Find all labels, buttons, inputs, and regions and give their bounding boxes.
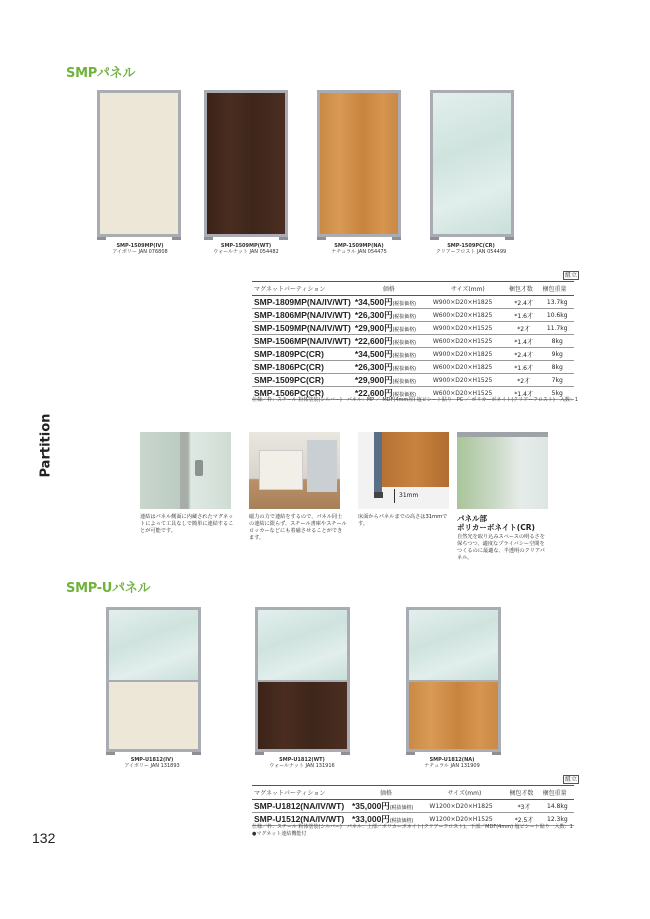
panel-caption xyxy=(100,243,180,255)
panel-name: ナチュラル JAN 131909 xyxy=(424,763,480,769)
weight-cell: 7kg xyxy=(540,374,574,387)
model-cell: SMP-1809PC(CR) xyxy=(252,348,353,361)
table-row xyxy=(252,374,574,387)
panel-image-u-natural xyxy=(406,607,501,752)
price-cell xyxy=(353,296,431,309)
feature-photo-polycarbonate xyxy=(457,432,548,509)
weight-cell: 9kg xyxy=(540,348,574,361)
tax-note: (税抜価格) xyxy=(392,340,416,346)
pack-cell: *2.4才 xyxy=(507,296,541,309)
weight-cell: 5kg xyxy=(540,387,574,400)
col-header: サイズ(mm) xyxy=(427,786,507,800)
smp-spec-note: 仕様／枠：スチール 粉体塗装(シルバー) パネル：MP ／ MDF(4mm厚) 塩ビシート貼り PC ／ ポリカーボネイト(クリアーフロスト) 入数：1 xyxy=(252,397,579,403)
pack-cell: *2才 xyxy=(507,322,541,335)
model-cell: SMP-1806MP(NA/IV/WT) xyxy=(254,310,351,320)
size-cell: W600×D20×H1825 xyxy=(431,361,507,374)
size-cell: W900×D20×H1525 xyxy=(431,322,507,335)
model-cell: SMP-U1512(NA/IV/WT) xyxy=(252,813,350,826)
size-cell: W600×D20×H1525 xyxy=(431,335,507,348)
price-value: *34,500円 xyxy=(354,297,393,307)
size-cell: W1200×D20×H1525 xyxy=(427,813,507,826)
pack-cell: *2.5才 xyxy=(507,813,540,826)
col-header: 梱包才数 xyxy=(507,786,540,800)
model-cell: SMP-1509PC(CR) xyxy=(252,374,353,387)
size-cell: W600×D20×H1525 xyxy=(431,387,507,400)
price-value: *35,000円 xyxy=(352,801,390,811)
tax-note: (税抜価格) xyxy=(392,353,416,359)
panel-name: ウォールナット JAN 131916 xyxy=(269,763,335,769)
feature-photo-magnet xyxy=(140,432,231,509)
panel-caption xyxy=(431,243,511,255)
price-value: *26,300円 xyxy=(354,362,393,372)
panel-code: SMP-1509MP(NA) xyxy=(334,243,384,249)
panel-code: SMP-U1812(WT) xyxy=(279,757,325,763)
table-row xyxy=(252,322,574,335)
feature-heading-line2: ポリカーボネイト(CR) xyxy=(457,523,535,532)
panel-name: アイボリー JAN 076808 xyxy=(112,249,168,255)
panel-code: SMP-1509PC(CR) xyxy=(447,243,495,249)
panel-caption xyxy=(206,243,286,255)
col-header: 梱包才数 xyxy=(507,282,541,296)
smpu-spec-note: 仕様／枠：スチール 粉体塗装(シルバー) パネル：上部／ポリカーボネイト(クリアーフロスト)、下部／MDF(4mm) 塩ビシート貼り 入数：1 xyxy=(252,824,573,830)
table-row xyxy=(252,800,574,813)
model-cell: SMP-1509MP(NA/IV/WT) xyxy=(254,323,351,333)
floor-dimension-label: 31mm xyxy=(399,492,419,499)
pack-cell: *2.4才 xyxy=(507,348,541,361)
panel-name: ナチュラル JAN 054475 xyxy=(331,249,387,255)
tax-note: (税抜価格) xyxy=(392,327,416,333)
weight-cell: 11.7kg xyxy=(540,322,574,335)
feature-heading xyxy=(457,514,535,532)
tax-note: (税抜価格) xyxy=(392,301,416,307)
table-row xyxy=(252,309,574,322)
weight-cell: 14.8kg xyxy=(541,800,574,813)
size-cell: W900×D20×H1825 xyxy=(431,348,507,361)
price-value: *22,600円 xyxy=(354,336,393,346)
panel-name: アイボリー JAN 131893 xyxy=(124,763,180,769)
size-cell: W600×D20×H1825 xyxy=(431,309,507,322)
pack-cell: *1.6才 xyxy=(507,309,541,322)
smp-spec-table xyxy=(252,281,574,400)
col-header: 価格 xyxy=(350,786,427,800)
tax-note: (税抜価格) xyxy=(389,818,414,824)
panel-image-natural xyxy=(317,90,401,237)
price-cell xyxy=(353,335,431,348)
assembly-badge: 組立 xyxy=(565,272,578,279)
page-number: 132 xyxy=(32,830,56,846)
feature-photo-cabinet xyxy=(249,432,340,509)
col-header: 梱包重量 xyxy=(540,282,574,296)
smp-section-title: SMPパネル xyxy=(66,66,136,81)
model-cell: SMP-1809MP(NA/IV/WT) xyxy=(254,297,351,307)
tax-note: (税抜価格) xyxy=(392,314,416,320)
model-cell: SMP-1506MP(NA/IV/WT) xyxy=(254,336,351,346)
weight-cell: 8kg xyxy=(540,361,574,374)
price-cell xyxy=(353,309,431,322)
tax-note: (税抜価格) xyxy=(392,392,416,398)
model-cell: SMP-1806PC(CR) xyxy=(252,361,353,374)
pack-cell: *1.6才 xyxy=(507,361,541,374)
pack-cell: *2才 xyxy=(507,374,541,387)
col-header: 価格 xyxy=(353,282,431,296)
panel-code: SMP-1509MP(WT) xyxy=(220,243,272,249)
tax-note: (税抜価格) xyxy=(392,366,416,372)
weight-cell: 8kg xyxy=(540,335,574,348)
panel-image-u-walnut xyxy=(255,607,350,752)
assembly-badge: 組立 xyxy=(565,776,578,783)
table-row xyxy=(252,361,574,374)
smpu-spec-table xyxy=(252,785,574,826)
panel-caption xyxy=(412,757,492,769)
panel-name: クリアーフロスト JAN 054499 xyxy=(435,249,507,255)
smpu-section-title: SMP-Uパネル xyxy=(66,581,151,596)
panel-code: SMP-U1812(NA) xyxy=(429,757,475,763)
col-header: サイズ(mm) xyxy=(431,282,507,296)
feature-photo-floor-height xyxy=(358,432,449,509)
col-header: 梱包重量 xyxy=(541,786,574,800)
price-cell xyxy=(353,322,431,335)
price-cell xyxy=(353,361,431,374)
price-cell xyxy=(353,348,431,361)
price-value: *29,900円 xyxy=(354,375,393,385)
price-value: *34,500円 xyxy=(354,349,393,359)
pack-cell: *1.4才 xyxy=(507,387,541,400)
col-header: マグネットパーティション xyxy=(252,786,350,800)
panel-image-ivory xyxy=(97,90,181,237)
feature-desc-magnet: 連結はパネル側面に内蔵されたマグネットによって工具なしで簡単に連結することが可能です。 xyxy=(140,514,234,534)
table-row xyxy=(252,296,574,309)
price-value: *22,600円 xyxy=(354,388,393,398)
table-row xyxy=(252,348,574,361)
weight-cell: 10.6kg xyxy=(540,309,574,322)
col-header: マグネットパーティション xyxy=(252,282,353,296)
feature-desc-cabinet: 磁力の力で連結をするので、パネル同士の連結に限らず、スチール書庫やスチールロッカーなどにも着磁させることができます。 xyxy=(249,514,347,541)
tax-note: (税抜価格) xyxy=(389,805,414,811)
size-cell: W1200×D20×H1825 xyxy=(427,800,507,813)
size-cell: W900×D20×H1825 xyxy=(431,296,507,309)
panel-caption xyxy=(262,757,342,769)
model-cell: SMP-1506PC(CR) xyxy=(252,387,353,400)
feature-heading-line1: パネル部 xyxy=(457,514,487,523)
panel-caption xyxy=(319,243,399,255)
panel-name: ウォールナット JAN 054482 xyxy=(213,249,279,255)
panel-image-u-ivory xyxy=(106,607,201,752)
price-value: *26,300円 xyxy=(354,310,393,320)
side-label: Partition xyxy=(38,413,54,478)
panel-code: SMP-1509MP(IV) xyxy=(116,243,164,249)
smpu-spec-note2: ●マグネット連結機能付 xyxy=(252,831,307,837)
feature-desc-floor: 床面からパネルまでの高さは31mmです。 xyxy=(358,514,448,527)
pack-cell: *3才 xyxy=(507,800,540,813)
pack-cell: *1.4才 xyxy=(507,335,541,348)
feature-desc-polycarbonate: 自然光を取り込みスペースの明るさを保ちつつ、適度なプライバシー空間をつくるのに最適な、半透明のクリアパネル。 xyxy=(457,534,545,561)
tax-note: (税抜価格) xyxy=(392,379,416,385)
panel-code: SMP-U1812(IV) xyxy=(130,757,174,763)
table-row xyxy=(252,335,574,348)
panel-caption xyxy=(112,757,192,769)
price-value: *33,000円 xyxy=(352,814,390,824)
price-value: *29,900円 xyxy=(354,323,393,333)
price-cell xyxy=(350,800,427,813)
panel-image-walnut xyxy=(204,90,288,237)
weight-cell: 13.7kg xyxy=(540,296,574,309)
size-cell: W900×D20×H1525 xyxy=(431,374,507,387)
price-cell xyxy=(353,374,431,387)
weight-cell: 12.3kg xyxy=(541,813,574,826)
panel-image-clear xyxy=(430,90,514,237)
model-cell: SMP-U1812(NA/IV/WT) xyxy=(252,800,350,813)
